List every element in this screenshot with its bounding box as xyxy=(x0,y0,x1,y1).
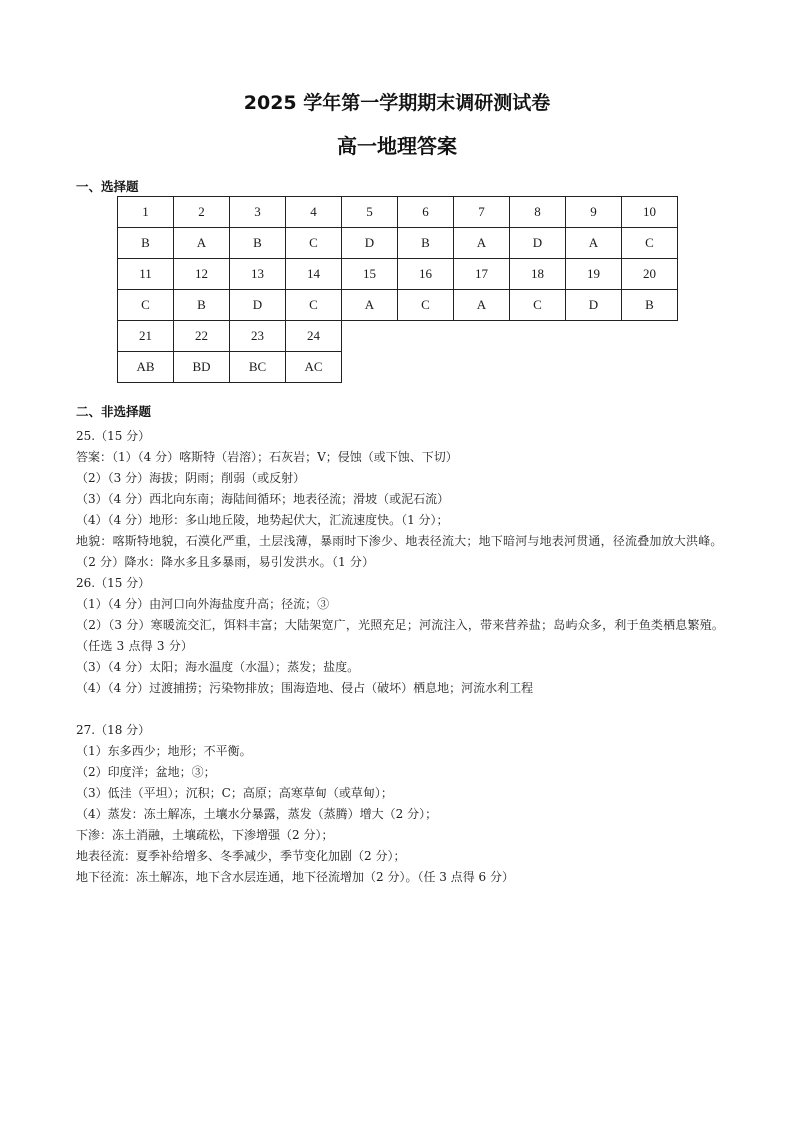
table-cell: BD xyxy=(174,352,230,383)
table-cell: B xyxy=(230,228,286,259)
table-cell: B xyxy=(118,228,174,259)
table-cell: 18 xyxy=(510,259,566,290)
answer-line: （3）（4 分）西北向东南；海陆间循环；地表径流；滑坡（或泥石流） xyxy=(76,492,450,506)
table-cell: 4 xyxy=(286,197,342,228)
table-cell: 7 xyxy=(454,197,510,228)
free-response-answers xyxy=(76,426,726,888)
table-cell: C xyxy=(286,290,342,321)
question-27-heading: 27.（18 分） xyxy=(76,723,151,737)
table-cell: C xyxy=(118,290,174,321)
answer-line: 地表径流：夏季补给增多、冬季减少，季节变化加剧（2 分）； xyxy=(76,849,406,863)
answer-line: 地下径流：冻土解冻，地下含水层连通，地下径流增加（2 分）。（任 3 点得 6 分） xyxy=(76,870,514,884)
answer-line: （4）（4 分）过渡捕捞；污染物排放；围海造地、侵占（破坏）栖息地；河流水利工程 xyxy=(76,681,534,695)
table-cell: A xyxy=(566,228,622,259)
table-row xyxy=(118,321,678,352)
table-cell: 22 xyxy=(174,321,230,352)
multiple-choice-answer-table xyxy=(117,196,678,383)
table-row xyxy=(118,197,678,228)
table-cell: 1 xyxy=(118,197,174,228)
table-cell: B xyxy=(174,290,230,321)
answer-line: （4）蒸发：冻土解冻，土壤水分暴露，蒸发（蒸腾）增大（2 分）； xyxy=(76,807,438,821)
table-cell: 16 xyxy=(398,259,454,290)
answer-line: （1）（4 分）由河口向外海盐度升高；径流；③ xyxy=(76,597,330,611)
exam-title: 2025 学年第一学期期末调研测试卷 xyxy=(243,92,551,114)
table-cell: A xyxy=(454,228,510,259)
answer-line: （3）低洼（平坦）；沉积；C；高原；高寒草甸（或草甸）； xyxy=(76,786,393,800)
answer-line: （3）（4 分）太阳；海水温度（水温）；蒸发；盐度。 xyxy=(76,660,360,674)
table-cell: 12 xyxy=(174,259,230,290)
table-cell: 19 xyxy=(566,259,622,290)
table-cell: C xyxy=(286,228,342,259)
table-cell: 6 xyxy=(398,197,454,228)
question-26-heading: 26.（15 分） xyxy=(76,576,151,590)
table-cell: B xyxy=(622,290,678,321)
section-free-response-heading: 二、非选择题 xyxy=(76,404,152,419)
answer-line: 答案：（1）（4 分）喀斯特（岩溶）；石灰岩；V；侵蚀（或下蚀、下切） xyxy=(76,450,458,464)
table-cell: 3 xyxy=(230,197,286,228)
answer-line: （1）东多西少；地形；不平衡。 xyxy=(76,744,252,758)
table-cell: 13 xyxy=(230,259,286,290)
table-cell: 2 xyxy=(174,197,230,228)
table-cell: 20 xyxy=(622,259,678,290)
table-cell: AC xyxy=(286,352,342,383)
table-cell: A xyxy=(342,290,398,321)
table-row xyxy=(118,290,678,321)
table-cell: 24 xyxy=(286,321,342,352)
table-row xyxy=(118,228,678,259)
table-row xyxy=(118,259,678,290)
table-cell: C xyxy=(398,290,454,321)
table-cell: D xyxy=(230,290,286,321)
table-cell: AB xyxy=(118,352,174,383)
table-cell: D xyxy=(566,290,622,321)
spacer xyxy=(76,699,726,720)
table-cell: B xyxy=(398,228,454,259)
table-blank xyxy=(342,352,678,383)
table-cell: 23 xyxy=(230,321,286,352)
answer-line: （4）（4 分）地形：多山地丘陵，地势起伏大，汇流速度快。（1 分）； xyxy=(76,513,449,527)
answer-line: 下渗：冻土消融，土壤疏松，下渗增强（2 分）； xyxy=(76,828,334,842)
table-blank xyxy=(342,321,678,352)
table-cell: 8 xyxy=(510,197,566,228)
question-25-heading: 25.（15 分） xyxy=(76,429,151,443)
table-cell: C xyxy=(622,228,678,259)
table-row xyxy=(118,352,678,383)
answer-line: 地貌：喀斯特地貌，石漠化严重，土层浅薄，暴雨时下渗少、地表径流大；地下暗河与地表河贯通，径流叠加放大洪峰。（2 分）降水：降水多且多暴雨，易引发洪水。（1 分） xyxy=(76,534,723,569)
table-cell: A xyxy=(454,290,510,321)
exam-subtitle: 高一地理答案 xyxy=(337,134,457,158)
answer-line: （2）（3 分）寒暖流交汇，饵料丰富；大陆架宽广，光照充足；河流注入，带来营养盐；岛屿众多，利于鱼类栖息繁殖。（任选 3 点得 3 分） xyxy=(76,618,725,653)
section-multiple-choice-heading: 一、选择题 xyxy=(76,179,139,194)
table-cell: C xyxy=(510,290,566,321)
table-cell: A xyxy=(174,228,230,259)
table-cell: 9 xyxy=(566,197,622,228)
table-cell: 14 xyxy=(286,259,342,290)
table-cell: 21 xyxy=(118,321,174,352)
table-cell: 11 xyxy=(118,259,174,290)
table-cell: 17 xyxy=(454,259,510,290)
table-cell: BC xyxy=(230,352,286,383)
table-cell: D xyxy=(510,228,566,259)
table-cell: 5 xyxy=(342,197,398,228)
table-cell: 15 xyxy=(342,259,398,290)
table-cell: D xyxy=(342,228,398,259)
answer-line: （2）（3 分）海拔；阴雨；削弱（或反射） xyxy=(76,471,306,485)
table-cell: 10 xyxy=(622,197,678,228)
answer-line: （2）印度洋；盆地；③； xyxy=(76,765,216,779)
